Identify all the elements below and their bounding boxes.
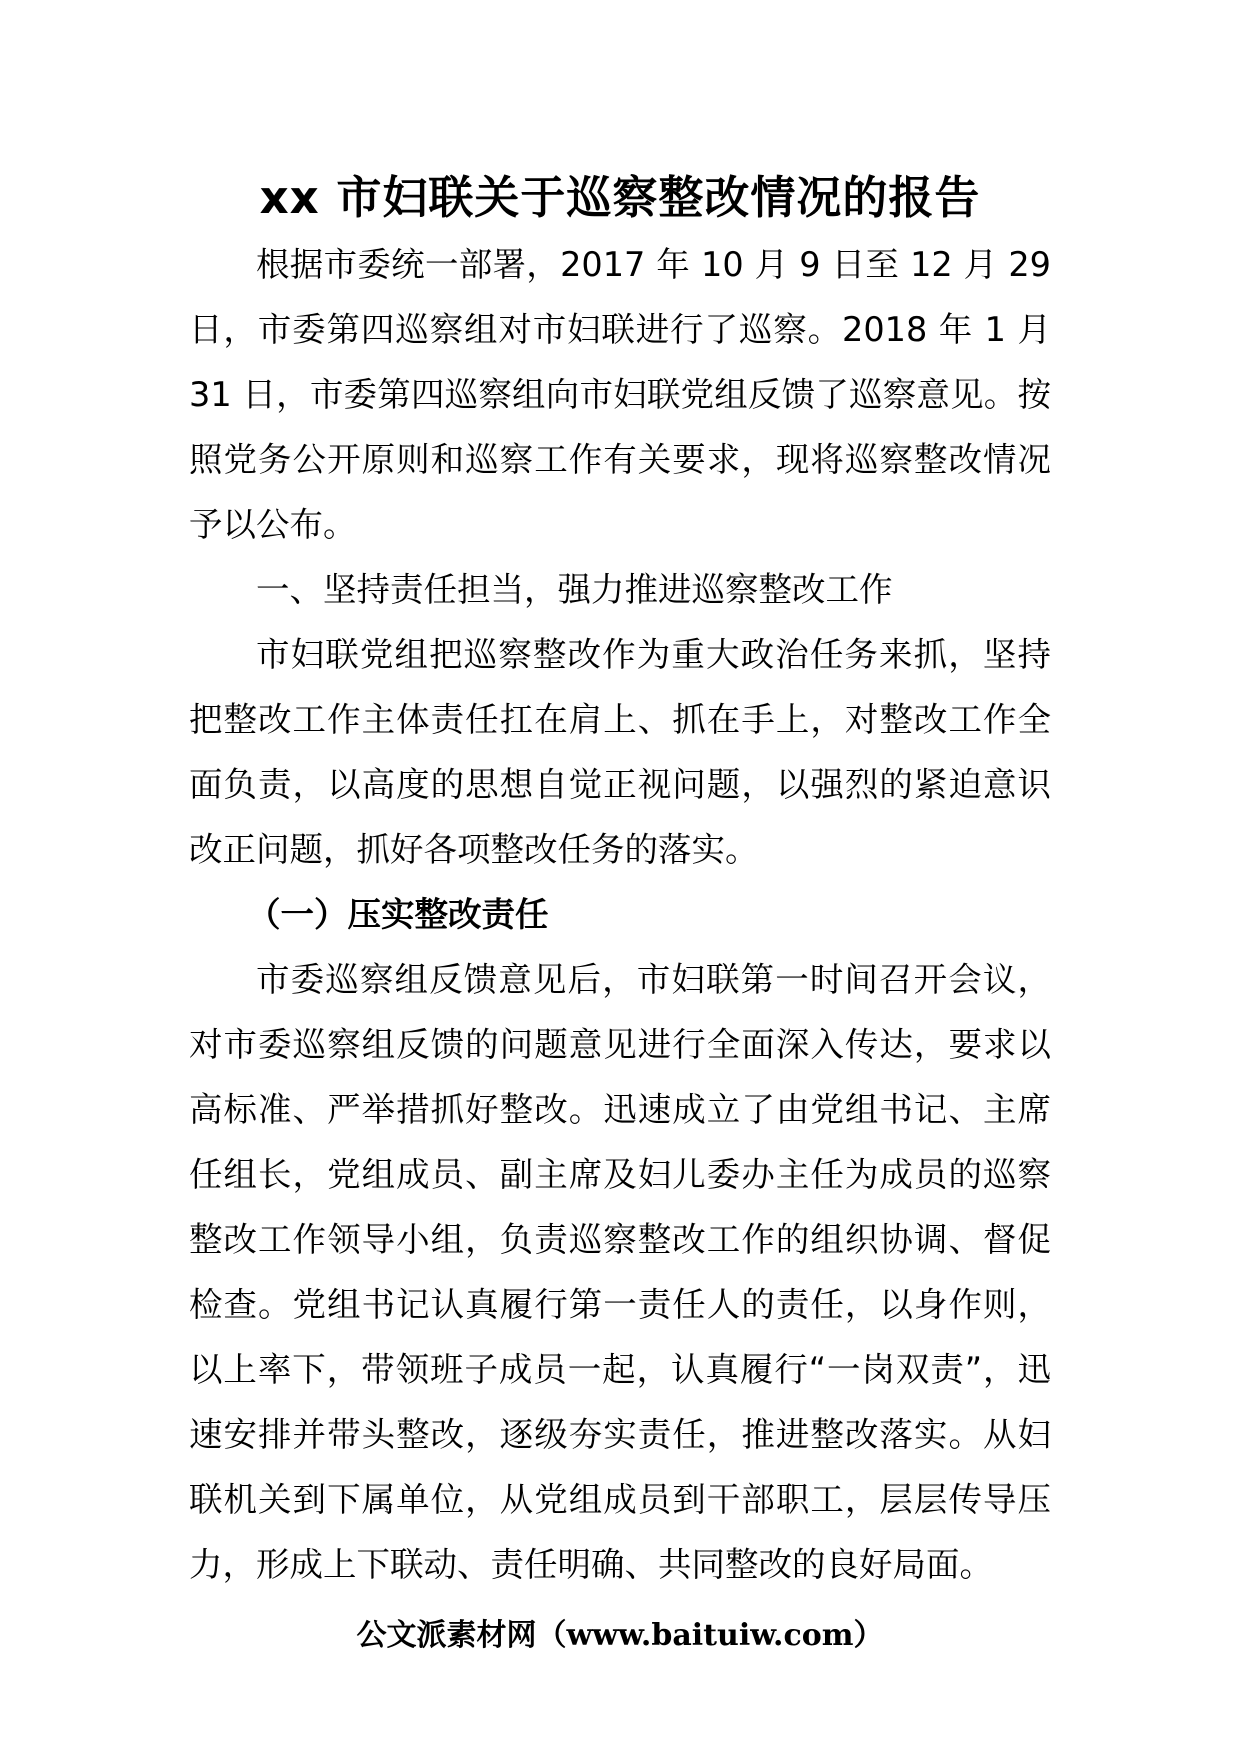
section-1-paragraph: 市妇联党组把巡察整改作为重大政治任务来抓，坚持把整改工作主体责任扛在肩上、抓在手上，对整改工作全面负责，以高度的思想自觉正视问题，以强烈的紧迫意识改正问题，抓好各项整改任务的落实。 bbox=[189, 635, 1051, 869]
document-title: xx 市妇联关于巡察整改情况的报告 bbox=[259, 171, 981, 224]
subsection-heading-1: （一）压实整改责任 bbox=[247, 895, 549, 934]
section-heading-1: 一、坚持责任担当，强力推进巡察整改工作 bbox=[256, 570, 893, 609]
subsection-1-paragraph: 市委巡察组反馈意见后，市妇联第一时间召开会议，对市委巡察组反馈的问题意见进行全面深入传达，要求以高标准、严举措抓好整改。迅速成立了由党组书记、主席任组长，党组成员、副主席及妇儿委办主任为成员的巡察整改工作领导小组，负责巡察整改工作的组织协调、督促检查。党组书记认真履行第一责任人的责任，以身作则，以上率下，带领班子成员一起，认真履行“一岗双责”，迅速安排并带头整改，逐级夯实责任，推进整改落实。从妇联机关到下属单位，从党组成员到干部职工，层层传导压力，形成上下联动、责任明确、共同整改的良好局面。 bbox=[189, 960, 1051, 1584]
intro-paragraph: 根据市委统一部署，2017 年 10 月 9 日至 12 月 29 日，市委第四巡察组对市妇联进行了巡察。2018 年 1 月 31 日，市委第四巡察组向市妇联党组反馈了巡察意见。按照党务公开原则和巡察工作有关要求，现将巡察整改情况予以公布。 bbox=[189, 245, 1051, 544]
document-body bbox=[189, 232, 1051, 1597]
source-watermark-footer: 公文派素材网（www.baituiw.com） bbox=[356, 1618, 884, 1653]
